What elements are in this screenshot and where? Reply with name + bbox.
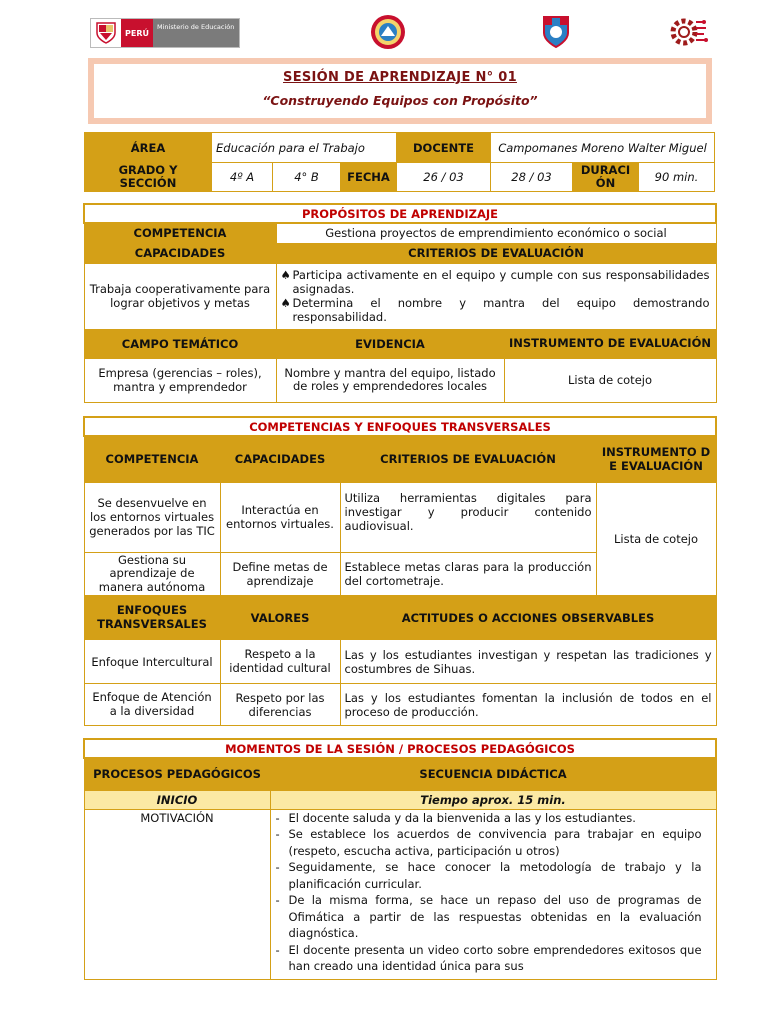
steps-list [273, 810, 702, 975]
criterio-1: Utiliza herramientas digitales para investigar y producir contenido audiovisual. [340, 482, 596, 552]
momentos-title: MOMENTOS DE LA SESIÓN / PROCESOS PEDAGÓGICOS [84, 739, 716, 758]
transversales-table [83, 416, 717, 726]
institution-shield-icon [538, 14, 574, 50]
h-enfoques: ENFOQUES TRANSVERSALES [84, 596, 220, 640]
peru-label: PERÚ [121, 19, 153, 47]
enfoque-1: Enfoque Intercultural [84, 640, 220, 684]
criterios-label: CRITERIOS DE EVALUACIÓN [276, 243, 716, 263]
competencia-value: Gestiona proyectos de emprendimiento económico o social [276, 223, 716, 243]
capacidad-value: Trabaja cooperativamente para lograr objetivos y metas [84, 263, 276, 329]
spade-icon: ♠ [280, 268, 291, 282]
list-item: - Seguidamente, se hace conocer la metodología de trabajo y la planificación curricular. [275, 860, 702, 891]
h-actitudes: ACTITUDES O ACCIONES OBSERVABLES [340, 596, 716, 640]
h-criterios: CRITERIOS DE EVALUACIÓN [340, 436, 596, 482]
instrumento-transversal: Lista de cotejo [596, 482, 716, 596]
actitud-2: Las y los estudiantes fomentan la inclusión de todos en el proceso de producción. [340, 684, 716, 726]
duracion-value: 90 min. [639, 163, 715, 192]
instrumento-value: Lista de cotejo [504, 358, 716, 402]
h-competencia: COMPETENCIA [84, 436, 220, 482]
seccion-b: 4° B [273, 163, 341, 192]
minedu-logo [90, 18, 240, 48]
transversales-title: COMPETENCIAS Y ENFOQUES TRANSVERSALES [84, 417, 716, 436]
h-procesos: PROCESOS PEDAGÓGICOS [84, 758, 270, 790]
docente-value: Campomanes Moreno Walter Miguel [491, 133, 715, 163]
competencia-1: Se desenvuelve en los entornos virtuales generados por las TIC [84, 482, 220, 552]
enfoque-2: Enfoque de Atención a la diversidad [84, 684, 220, 726]
evidencia-value: Nombre y mantra del equipo, listado de roles y emprendedores locales [276, 358, 504, 402]
session-title: SESIÓN DE APRENDIZAJE N° 01 [283, 70, 517, 85]
gear-logo-icon [668, 14, 704, 50]
area-value: Educación para el Trabajo [212, 133, 397, 163]
h-secuencia: SECUENCIA DIDÁCTICA [270, 758, 716, 790]
list-item: - El docente presenta un video corto sobre emprendedores exitosos que han creado una identidad única para sus [275, 942, 702, 973]
list-item: - Se establece los acuerdos de convivencia para trabajar en equipo (respeto, escucha activa, participación u otros) [275, 827, 702, 858]
fecha-2: 28 / 03 [491, 163, 573, 192]
valor-2: Respeto por las diferencias [220, 684, 340, 726]
seccion-a: 4º A [212, 163, 273, 192]
criterios-list [276, 263, 716, 329]
momentos-table [83, 738, 717, 980]
info-table [84, 132, 715, 192]
competencia-2: Gestiona su aprendizaje de manera autónoma [84, 552, 220, 596]
h-instrumento: INSTRUMENTO DE EVALUACIÓN [596, 436, 716, 482]
docente-label: DOCENTE [397, 133, 491, 163]
session-subtitle: “Construyendo Equipos con Propósito” [262, 93, 538, 108]
school-emblem-icon [370, 14, 406, 50]
list-item: - De la misma forma, se hace un repaso del uso de programas de Ofimática a partir de las respuestas obtenidas en la evaluación diagnóstica. [275, 893, 702, 940]
actitud-1: Las y los estudiantes investigan y respetan las tradiciones y costumbres de Sihuas. [340, 640, 716, 684]
valor-1: Respeto a la identidad cultural [220, 640, 340, 684]
grado-label: GRADO Y SECCIÓN [85, 163, 212, 192]
motivacion-steps [270, 809, 716, 979]
list-item: - El docente saluda y da la bienvenida a las y los estudiantes. [275, 810, 636, 825]
propositos-table [83, 203, 717, 403]
inicio-label: INICIO [84, 790, 270, 809]
fecha-1: 26 / 03 [397, 163, 491, 192]
criterio-item: ♠ Determina el nombre y mantra del equipo demostrando responsabilidad. [280, 296, 710, 324]
competencia-label: COMPETENCIA [84, 223, 276, 243]
capacidad-1: Interactúa en entornos virtuales. [220, 482, 340, 552]
duracion-label: DURACIÓN [573, 163, 639, 192]
fecha-label: FECHA [341, 163, 397, 192]
instrumento-label: INSTRUMENTO DE EVALUACIÓN [504, 329, 716, 358]
capacidades-label: CAPACIDADES [84, 243, 276, 263]
propositos-title: PROPÓSITOS DE APRENDIZAJE [84, 204, 716, 223]
h-valores: VALORES [220, 596, 340, 640]
area-label: ÁREA [85, 133, 212, 163]
h-capacidades: CAPACIDADES [220, 436, 340, 482]
spade-icon: ♠ [280, 296, 291, 310]
ministry-label: Ministerio de Educación [153, 19, 239, 47]
motivacion-label: MOTIVACIÓN [84, 809, 270, 979]
criterio-item: ♠ Participa activamente en el equipo y cumple con sus responsabilidades asignadas. [280, 268, 710, 296]
capacidad-2: Define metas de aprendizaje [220, 552, 340, 596]
peru-shield-icon [91, 19, 121, 47]
campo-value: Empresa (gerencias – roles), mantra y emprendedor [84, 358, 276, 402]
session-title-box [88, 58, 712, 124]
logo-bar [0, 14, 768, 54]
evidencia-label: EVIDENCIA [276, 329, 504, 358]
campo-label: CAMPO TEMÁTICO [84, 329, 276, 358]
criterio-2: Establece metas claras para la producción del cortometraje. [340, 552, 596, 596]
inicio-time: Tiempo aprox. 15 min. [270, 790, 716, 809]
